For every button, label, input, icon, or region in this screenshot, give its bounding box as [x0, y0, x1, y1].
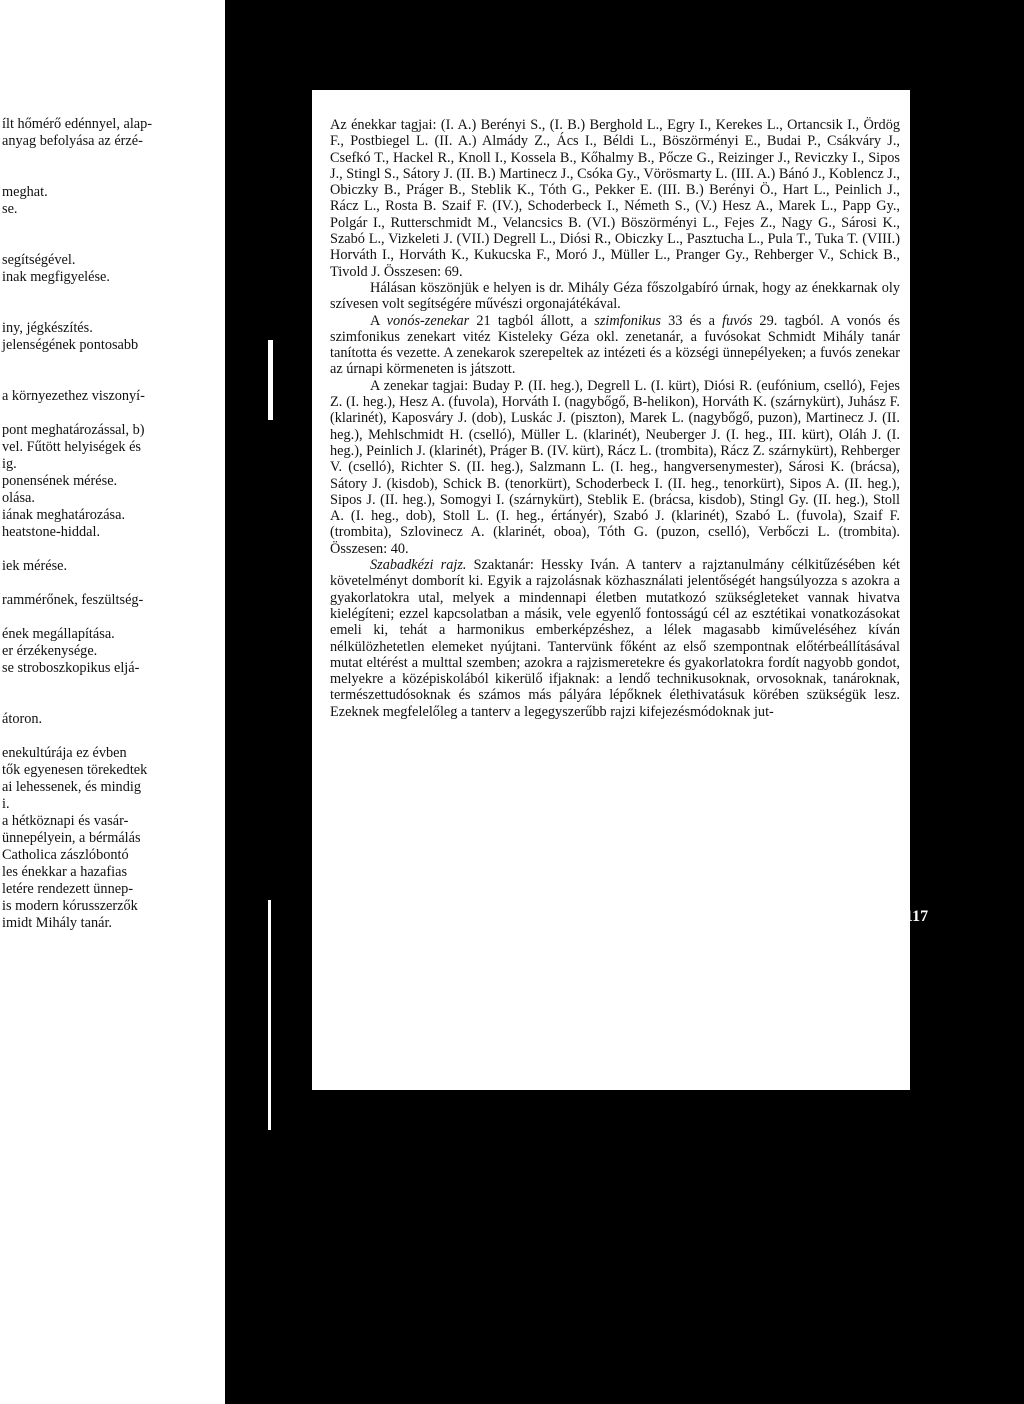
text-run: 33 és a: [661, 312, 723, 329]
left-page-line: is modern kórusszerzők: [2, 898, 138, 914]
left-page-line: ílt hőmérő edénnyel, alap-: [2, 116, 153, 132]
text-run: Hálásan köszönjük e helyen is dr. Mihály Géza főszolgabíró úrnak, hogy az énekkarnak oly szívesen volt segítségére művészi orgonajátékával.: [330, 279, 900, 313]
left-page-line: Catholica zászlóbontó: [2, 847, 129, 863]
left-page-line: a környezethez viszonyí-: [2, 388, 145, 404]
left-page-line: ének megállapítása.: [2, 626, 115, 642]
paragraph: [330, 378, 900, 557]
left-page-fragment: [0, 0, 225, 1404]
page-number: 117: [905, 908, 929, 925]
left-page-line: iny, jégkészítés.: [2, 320, 93, 336]
paragraph: [330, 117, 900, 280]
left-page-line: i.: [2, 796, 10, 812]
gutter-mark: [6, 1100, 8, 1136]
text-run: A zenekar tagjai: Buday P. (II. heg.), Degrell L. (I. kürt), Diósi R. (eufónium, cselló), Fejes Z. (I. heg.), Hesz A. (fuvola), Horváth I. (nagybőgő, B-helikon), Horváth K. (szárnykürt), Juhász F. (klarinét), Kaposváry J. (dob), Luskác J. (piszton), Marek L. (nagybőgő, puzon), Martinecz J. (II. heg.), Mehlschmidt H. (cselló), Müller L. (klarinét), Neuberger J. (I. heg., III. kürt), Oláh J. (I. heg.), Peinlich J. (klarinét), Práger B. (IV. kürt), Rácz L. (trombita), Rácz Z. szárnykürt), Rehberger V. (cselló), Richter S. (II. heg.), Salzmann L. (I. heg., hangversenymester), Sárosi K. (brácsa), Sátory J. (kisdob), Schick B. (tenorkürt), Schoderbeck I. (II. heg., tenorkürt), Sipos A. (II. heg.), Sipos J. (II. heg.), Somogyi I. (szárnykürt), Steblik E. (brácsa, kisdob), Stingl Gy. (II. heg.), Stoll A. (I. heg., dob), Stoll L. (I. heg., értányér), Szabó J. (klarinét), Szabó L. (fuvola), Szaif F. (trombita), Szlovinecz A. (klarinét, oboa), Tóth G. (puzon, cselló), Verbőczi L. (trombita). Összesen: 40.: [330, 377, 900, 557]
paragraph: [330, 313, 900, 378]
left-page-line: rammérőnek, feszültség-: [2, 592, 144, 608]
left-page-line: anyag befolyása az érzé-: [2, 133, 143, 149]
italic-term: vonós-zenekar: [386, 312, 470, 329]
left-page-line: vel. Fűtött helyiségek és: [2, 439, 141, 455]
paragraph: [330, 280, 900, 313]
right-page: [312, 90, 910, 1090]
gutter-mark: [268, 900, 271, 1130]
left-page-line: imidt Mihály tanár.: [2, 915, 112, 931]
left-page-line: les énekkar a hazafias: [2, 864, 128, 880]
left-page-line: segítségével.: [2, 252, 76, 268]
left-page-line: tők egyenesen törekedtek: [2, 762, 148, 778]
italic-term: szimfonikus: [594, 312, 661, 329]
left-page-line: átoron.: [2, 711, 43, 727]
page-body-text: [330, 117, 900, 720]
italic-term: fuvós: [722, 312, 753, 329]
left-page-line: olása.: [2, 490, 35, 506]
left-page-line: letére rendezett ünnep-: [2, 881, 133, 897]
left-page-line: iek mérése.: [2, 558, 68, 574]
left-page-line: iának meghatározása.: [2, 507, 126, 523]
left-page-line: ünnepélyein, a bérmálás: [2, 830, 141, 846]
paragraph: [330, 557, 900, 720]
text-run: Az énekkar tagjai: (I. A.) Berényi S., (I. B.) Berghold L., Egry I., Kerekes L., Ortancsik I., Ördög F., Postbiegel L. (II. A.) Almády Z., Ács I., Béldi L., Böszörményi E., Budai P., Csákváry J., Csefkó T., Hackel R., Knoll I., Kossela B., Kőhalmy B., Pőcze G., Reizinger J., Reviczky I., Sipos J., Stingl S., Sátory J. (II. B.) Martinecz J., Csóka Gy., Vörösmarty L. (III. A.) Bánó J., Koblencz J., Obiczky B., Práger B., Steblik K., Tóth G., Pekker E. (III. B.) Berényi Ö., Hart L., Peinlich J., Rácz L., Rosta B. Szaif F. (IV.), Schoderbeck I., Németh S., (V.) Hesz A., Marek L., Papp Gy., Polgár I., Rutterschmidt M., Velancsics B. (VI.) Böszörményi L., Fejes Z., Nagy G., Sárosi K., Szabó L., Vizkeleti J. (VII.) Degrell L., Diósi R., Obiczky L., Pasztucha L., Pula T., Tuka T. (VIII.) Horváth I., Horváth K., Kukucska F., Moró J., Müller L., Pranger Gy., Rehberger V., Schick B., Tivold J. Összesen: 69.: [330, 117, 900, 280]
text-run: 21 tagból állott, a: [469, 312, 595, 329]
left-page-line: ai lehessenek, és mindig: [2, 779, 141, 795]
left-page-line: meghat.: [2, 184, 48, 200]
left-page-line: ponensének mérése.: [2, 473, 118, 489]
left-page-line: inak megfigyelése.: [2, 269, 110, 285]
italic-term: Szabadkézi rajz.: [370, 557, 467, 574]
left-page-line: pont meghatározással, b): [2, 422, 145, 438]
gutter-mark: [268, 340, 273, 420]
left-page-line: a hétköznapi és vasár-: [2, 813, 129, 829]
left-page-line: se.: [2, 201, 18, 217]
left-page-line: se stroboszkopikus eljá-: [2, 660, 140, 676]
left-page-line: er érzékenysége.: [2, 643, 98, 659]
left-page-line: heatstone-hiddal.: [2, 524, 101, 540]
left-page-line: ig.: [2, 456, 17, 472]
text-run: Szaktanár: Hessky Iván. A tanterv a rajztanulmány célkitűzésében két követelményt domborít ki. Egyik a rajzolásnak közhasználati jelentőségét hangsúlyozza s azokra a gyakorlatokra utal, melyek a mindennapi életben mutatkozó szükségleteket vannak hivatva kielégíteni; ezzel kapcsolatban a másik, vele egyenlő fontosságú cél az esztétikai vonatkozásokat emeli ki, tehát a harmonikus emberképzéshez, a lélek magasabb kiműveléséhez kíván nélkülözhetetlen elemeket nyújtani. Tantervünk főként az első szempontnak előtérbeállításával mutat eltérést a multtal szemben; azokra a rajzismeretekre és gyakorlatokra fordít nagyobb gondot, melyekre a középiskolából kikerülő ifjaknak: a lendő technikusoknak, orvosoknak, tanároknak, természettudósoknak és számos más pályára lépőknek élethivatásuk körében szükségük lesz. Ezeknek megfelelőleg a tanterv a legegyszerűbb rajzi kifejezésmódoknak jut-: [330, 557, 900, 720]
left-page-line: enekultúrája ez évben: [2, 745, 127, 761]
text-run: 29. tagból. A vonós és szimfonikus zenekart vitéz Kisteleky Géza okl. zenetanár, a fuvósokat Schmidt Mihály tanár tanította és vezette. A zenekarok szerepeltek az intézeti és a községi ünnepélyeken; a fuvós zenekar az úrnapi körmeneten is játszott.: [330, 312, 900, 378]
left-page-line: jelenségének pontosabb: [2, 337, 139, 353]
text-run: A: [370, 312, 387, 329]
